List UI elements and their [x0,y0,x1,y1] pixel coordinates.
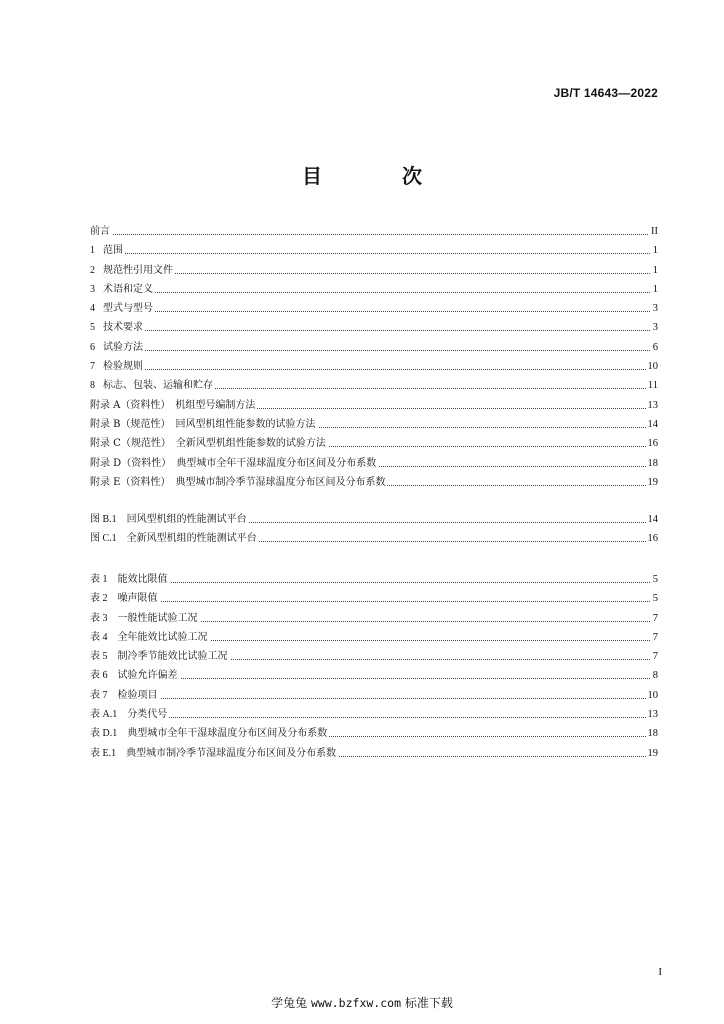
toc-entry-label: 附录 C（规范性） 全新风型机组性能参数的试验方法 [90,438,326,450]
toc-entry-label: 噪声限值 [117,593,158,605]
toc-entry[interactable] [90,357,658,376]
toc-entry-title [90,415,318,434]
footer-url[interactable]: www.bzfxw.com [310,996,401,1010]
toc-entry-title [90,241,125,260]
toc-entry-title [90,299,155,318]
toc-entry-title [90,724,329,743]
toc-entry-title [90,510,249,529]
toc-entry-label: 检验规则 [103,361,143,373]
toc-entry-label: 前言 [90,226,110,237]
toc-dot-leader [90,350,658,351]
toc-entry-page: 6 [651,338,658,357]
toc-entry-number: 5 [90,322,95,334]
toc-entry-title [90,589,160,608]
toc-entry[interactable] [90,724,658,743]
toc-entry-page: 3 [651,299,658,318]
toc-dot-leader [90,717,658,718]
toc-entry-title [90,376,215,395]
toc-main-section [90,222,658,492]
toc-entry[interactable] [90,318,658,337]
toc-entry-label: 一般性能试验工况 [117,612,198,624]
toc-dot-leader [90,582,658,583]
toc-entry-title [90,529,259,548]
toc-entry-number: 表 D.1 [90,728,118,740]
toc-entry-number: 表 5 [90,651,108,663]
toc-entry-page: 18 [646,724,659,743]
toc-entry-page: 13 [646,705,659,724]
toc-entry-number: 表 3 [90,612,108,624]
toc-entry-number: 表 4 [90,631,108,643]
toc-entry-title [90,318,145,337]
toc-entry-title [90,705,169,724]
toc-entry-number: 8 [90,380,95,392]
toc-entry-number: 1 [90,245,95,257]
toc-entry-label: 回风型机组的性能测试平台 [126,514,247,525]
toc-entry-label: 试验方法 [103,341,143,353]
toc-entry-title [90,357,145,376]
toc-entry[interactable] [90,261,658,280]
toc-dot-leader [90,698,658,699]
toc-figures-section [90,510,658,549]
toc-entry-page: 14 [646,510,659,529]
toc-entry[interactable] [90,647,658,666]
toc-entry[interactable] [90,396,658,415]
toc-entry-title [90,434,328,453]
toc-entry[interactable] [90,589,658,608]
toc-entry-label: 型式与型号 [103,303,153,315]
toc-entry-page: 13 [646,396,659,415]
page-number: I [658,966,662,978]
toc-entry-label: 技术要求 [103,322,143,334]
toc-entry[interactable] [90,510,658,529]
toc-entry-number: 4 [90,303,95,315]
toc-entry-label: 术语和定义 [103,283,153,295]
toc-entry[interactable] [90,222,658,241]
toc-entry-label: 分类代号 [127,709,168,721]
toc-entry[interactable] [90,454,658,473]
toc-entry-page: 19 [646,473,659,492]
toc-entry-title [90,473,387,492]
toc-entry[interactable] [90,415,658,434]
toc-entry[interactable] [90,529,658,548]
toc-entry-number: 2 [90,264,95,276]
toc-entry[interactable] [90,686,658,705]
toc-entry-page: 7 [651,628,658,647]
toc-entry-label: 附录 E（资料性） 典型城市制冷季节湿球温度分布区间及分布系数 [90,476,386,488]
toc-entry[interactable] [90,628,658,647]
toc-entry-page: 5 [651,589,658,608]
toc-entry-label: 典型城市全年干湿球温度分布区间及分布系数 [127,728,328,740]
standard-code: JB/T 14643—2022 [553,86,658,100]
toc-entry-label: 附录 A（资料性） 机组型号编制方法 [90,399,256,411]
toc-entry[interactable] [90,338,658,357]
toc-entry-page: 11 [646,376,658,395]
toc-entry-title [90,666,180,685]
toc-tables-section [90,570,658,763]
toc-entry-label: 附录 B（规范性） 回风型机组性能参数的试验方法 [90,418,316,430]
toc-entry-title [90,222,112,241]
toc-entry[interactable] [90,280,658,299]
toc-entry[interactable] [90,666,658,685]
footer [0,994,724,1011]
toc-entry-title [90,628,210,647]
toc-entry-label: 规范性引用文件 [103,264,173,276]
toc-entry-title [90,396,257,415]
toc-entry-page: 7 [651,609,658,628]
toc-dot-leader [90,601,658,602]
toc-entry-label: 标志、包装、运输和贮存 [103,380,213,392]
toc-entry-title [90,647,230,666]
toc-entry-title [90,454,378,473]
toc-entry-label: 附录 D（资料性） 典型城市全年干湿球温度分布区间及分布系数 [90,457,377,469]
toc-entry-title [90,280,155,299]
toc-entry-label: 范围 [103,245,123,257]
toc-entry-page: 5 [651,570,658,589]
toc-entry[interactable] [90,473,658,492]
toc-entry-page: 14 [646,415,659,434]
toc-entry[interactable] [90,705,658,724]
toc-entry-page: 18 [646,454,659,473]
toc-entry-page: 19 [646,744,659,763]
toc-entry[interactable] [90,570,658,589]
toc-entry-number: 表 7 [90,689,108,701]
toc-entry-page: 10 [646,357,659,376]
toc-entry-page: 1 [651,241,658,260]
toc-entry-number: 表 1 [90,574,108,585]
toc-entry[interactable] [90,744,658,763]
toc-entry-label: 试验允许偏差 [117,670,178,682]
toc-entry-title [90,744,338,763]
toc-dot-leader [90,273,658,274]
toc-entry-page: 7 [651,647,658,666]
footer-site-name: 学兔兔 [271,996,308,1010]
footer-tagline: 标准下载 [404,996,453,1010]
toc-entry-title [90,686,160,705]
page-title: 目 次 [302,164,452,188]
toc-entry-label: 能效比限值 [117,574,168,585]
toc-entry-page: II [649,222,658,241]
toc-dot-leader [90,253,658,254]
toc-entry-page: 16 [646,529,659,548]
toc-entry-number: 表 2 [90,593,108,605]
toc-dot-leader [90,292,658,293]
toc-entry-number: 6 [90,341,95,353]
toc-entry[interactable] [90,609,658,628]
toc-entry-title [90,338,145,357]
toc-dot-leader [90,234,658,235]
toc-entry[interactable] [90,434,658,453]
toc-dot-leader [90,330,658,331]
toc-entry-title [90,570,170,589]
toc-entry-label: 全新风型机组的性能测试平台 [126,533,257,545]
toc-entry[interactable] [90,299,658,318]
toc-entry-page: 8 [651,666,658,685]
toc-entry-number: 7 [90,361,95,373]
toc-entry-label: 制冷季节能效比试验工况 [117,651,228,663]
toc-entry[interactable] [90,241,658,260]
toc-entry-page: 1 [651,280,658,299]
toc-entry-number: 3 [90,283,95,295]
toc-entry-page: 3 [651,318,658,337]
toc-entry-label: 全年能效比试验工况 [117,631,208,643]
toc-entry-number: 图 C.1 [90,533,117,545]
toc-entry-label: 典型城市制冷季节湿球温度分布区间及分布系数 [126,747,337,759]
toc-entry-title [90,261,175,280]
toc-entry-number: 表 E.1 [90,747,117,759]
toc-entry-number: 图 B.1 [90,514,117,525]
toc-entry-number: 表 6 [90,670,108,682]
toc-entry-page: 16 [646,434,659,453]
toc-entry[interactable] [90,376,658,395]
toc-entry-label: 检验项目 [117,689,158,701]
toc-entry-page: 10 [646,686,659,705]
toc-entry-page: 1 [651,261,658,280]
toc-dot-leader [90,369,658,370]
toc-entry-number: 表 A.1 [90,709,118,721]
toc-entry-title [90,609,200,628]
toc-dot-leader [90,311,658,312]
